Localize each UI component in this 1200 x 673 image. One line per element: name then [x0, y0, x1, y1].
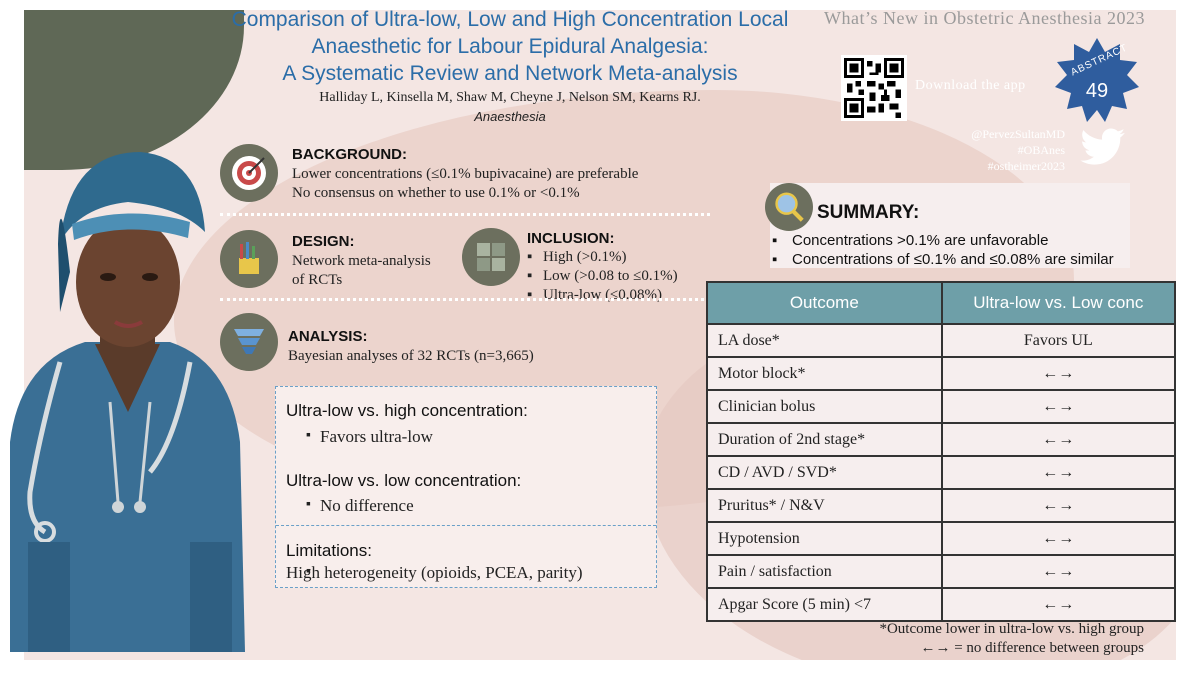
puzzle-icon	[462, 228, 520, 286]
social-handle[interactable]: @PervezSultanMD	[971, 127, 1065, 141]
qr-code-icon[interactable]	[841, 55, 907, 121]
table-row	[707, 489, 1175, 522]
inclusion-item: ▪ Low (>0.08 to ≤0.1%)	[527, 267, 678, 286]
badge-number: 49	[1085, 80, 1109, 102]
badge-label: ABSTRACT	[1069, 42, 1130, 79]
table-row	[707, 357, 1175, 390]
table-header-row	[707, 282, 1175, 324]
comparison-cell: ←→	[942, 456, 1175, 489]
divider	[220, 298, 710, 301]
table-row	[707, 423, 1175, 456]
table-row	[707, 324, 1175, 357]
comparison-cell: ←→	[942, 522, 1175, 555]
comparison-cell: ←→	[942, 423, 1175, 456]
background-text	[292, 165, 638, 203]
results-box	[275, 386, 657, 588]
table-row	[707, 390, 1175, 423]
analysis-text: Bayesian analyses of 32 RCTs (n=3,665)	[288, 348, 534, 364]
column-header: Outcome	[707, 282, 942, 324]
column-header: Ultra-low vs. Low conc	[942, 282, 1175, 324]
table-footnote	[720, 620, 1144, 658]
divider	[220, 213, 710, 216]
summary-item: ▪ Concentrations >0.1% are unfavorable	[772, 231, 1114, 250]
comparison-cell: ←→	[942, 489, 1175, 522]
comparison-cell: ←→	[942, 588, 1175, 621]
title-line: A Systematic Review and Network Meta-analysis	[282, 62, 738, 85]
summary-heading: SUMMARY:	[817, 202, 920, 223]
download-app-link[interactable]: Download the app	[915, 78, 1026, 93]
outcome-cell: LA dose*	[707, 324, 942, 357]
table-row	[707, 588, 1175, 621]
summary-list	[772, 231, 1114, 269]
table-row	[707, 555, 1175, 588]
outcomes-table	[706, 281, 1176, 622]
outcome-cell: Hypotension	[707, 522, 942, 555]
outcome-cell: CD / AVD / SVD*	[707, 456, 942, 489]
journal-name: Anaesthesia	[474, 109, 546, 124]
comparison-cell: ←→	[942, 357, 1175, 390]
design-line: of RCTs	[292, 272, 343, 288]
result-heading: Ultra-low vs. high concentration:	[286, 401, 528, 420]
table-row	[707, 522, 1175, 555]
outcome-cell: Apgar Score (5 min) <7	[707, 588, 942, 621]
analysis-heading: ANALYSIS:	[288, 328, 368, 345]
result-item: ▪ No difference	[286, 496, 414, 516]
nurse-illustration	[0, 112, 250, 652]
inclusion-item: ▪ High (>0.1%)	[527, 248, 678, 267]
comparison-cell: Favors UL	[942, 324, 1175, 357]
footnote-line: *Outcome lower in ultra-low vs. high group	[879, 621, 1144, 637]
background-line: No consensus on whether to use 0.1% or <0.1%	[292, 185, 580, 201]
outcome-cell: Clinician bolus	[707, 390, 942, 423]
social-handles	[930, 126, 1065, 174]
divider	[276, 525, 656, 526]
authors: Halliday L, Kinsella M, Shaw M, Cheyne J, Nelson SM, Kearns RJ.	[319, 90, 701, 105]
pencil-cup-icon	[220, 230, 278, 288]
inclusion-item: ▪ Ultra-low (≤0.08%)	[527, 286, 678, 305]
design-text	[292, 252, 431, 290]
abstract-badge	[1055, 38, 1139, 122]
limitations-text: ▪ High heterogeneity (opioids, PCEA, parity)	[286, 563, 583, 583]
funnel-icon	[220, 313, 278, 371]
background-line: Lower concentrations (≤0.1% bupivacaine) are preferable	[292, 166, 639, 182]
background-heading: BACKGROUND:	[292, 146, 407, 163]
result-item: ▪ Favors ultra-low	[286, 427, 433, 447]
outcome-cell: Pruritus* / N&V	[707, 489, 942, 522]
title-line: Anaesthetic for Labour Epidural Analgesia:	[311, 35, 709, 58]
target-icon	[220, 144, 278, 202]
magnifier-icon	[765, 183, 813, 231]
comparison-cell: ←→	[942, 390, 1175, 423]
social-hashtag[interactable]: #OBAnes	[1017, 143, 1065, 157]
poster-title	[190, 6, 830, 87]
summary-item: ▪ Concentrations of ≤0.1% and ≤0.08% are similar	[772, 250, 1114, 269]
design-heading: DESIGN:	[292, 233, 355, 250]
inclusion-heading: INCLUSION:	[527, 230, 615, 247]
outcome-cell: Motor block*	[707, 357, 942, 390]
result-heading: Ultra-low vs. low concentration:	[286, 471, 522, 490]
title-line: Comparison of Ultra-low, Low and High Concentration Local	[231, 8, 789, 31]
inclusion-list	[527, 248, 678, 305]
twitter-bird-icon[interactable]	[1080, 128, 1126, 166]
table-row	[707, 456, 1175, 489]
design-line: Network meta-analysis	[292, 253, 431, 269]
footnote-line: ←→ = no difference between groups	[920, 640, 1144, 656]
outcome-cell: Duration of 2nd stage*	[707, 423, 942, 456]
social-hashtag[interactable]: #ostheimer2023	[987, 159, 1065, 173]
comparison-cell: ←→	[942, 555, 1175, 588]
limitations-heading: Limitations:	[286, 541, 372, 560]
outcome-cell: Pain / satisfaction	[707, 555, 942, 588]
brand-label: What’s New in Obstetric Anesthesia 2023	[824, 8, 1145, 28]
